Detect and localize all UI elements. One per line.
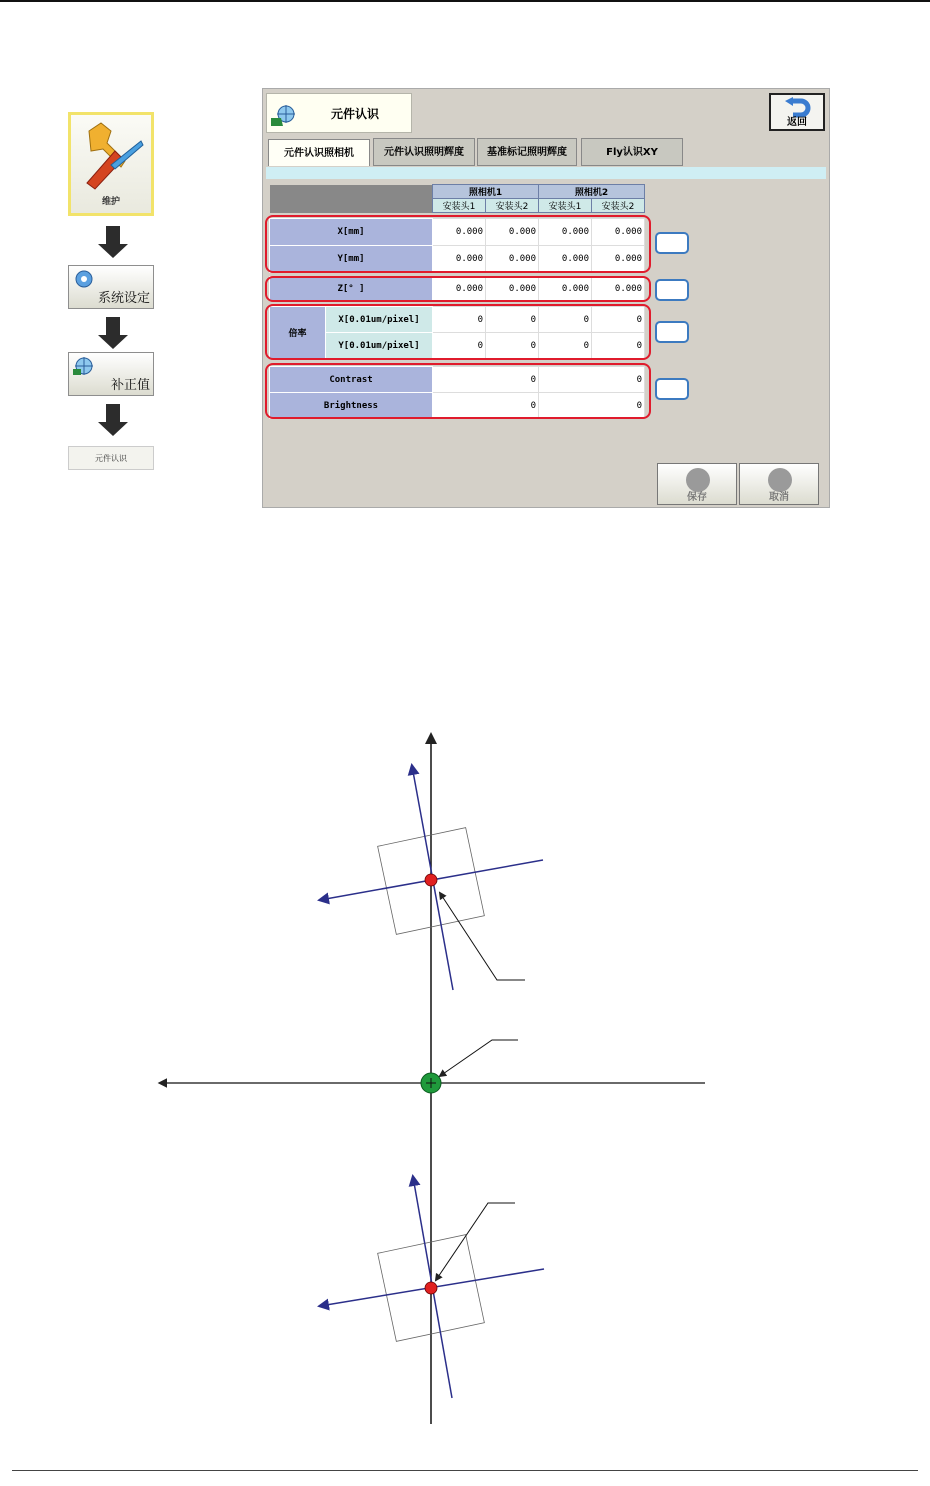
rate-x-field[interactable]: 0 bbox=[592, 307, 645, 333]
down-arrow-icon bbox=[106, 404, 120, 426]
maintenance-label: 维护 bbox=[101, 197, 120, 207]
head-header: 安装头1 bbox=[539, 199, 592, 213]
highlight-xy bbox=[265, 215, 651, 273]
bottom-rule bbox=[12, 1470, 918, 1471]
tab-strip bbox=[266, 167, 826, 179]
component-center-point bbox=[425, 874, 437, 886]
brightness-field[interactable]: 0 bbox=[539, 393, 645, 419]
head-header: 安装头2 bbox=[592, 199, 645, 213]
y-value-field[interactable]: 0.000 bbox=[486, 246, 539, 273]
contrast-edit-button[interactable] bbox=[655, 378, 689, 400]
top-rule bbox=[0, 0, 930, 2]
component-recognition-button[interactable]: 元件认识 bbox=[68, 446, 154, 470]
wrench-icon bbox=[81, 121, 145, 191]
x-value-field[interactable]: 0.000 bbox=[592, 219, 645, 246]
rate-x-field[interactable]: 0 bbox=[539, 307, 592, 333]
x-row-label: X[mm] bbox=[270, 219, 433, 246]
back-button[interactable] bbox=[769, 93, 825, 131]
y-value-field[interactable]: 0.000 bbox=[592, 246, 645, 273]
save-label: 保存 bbox=[687, 492, 707, 503]
rate-x-label: X[0.01um/pixel] bbox=[326, 307, 433, 333]
brightness-field[interactable]: 0 bbox=[433, 393, 539, 419]
x-value-field[interactable]: 0.000 bbox=[486, 219, 539, 246]
brightness-label: Brightness bbox=[270, 393, 433, 419]
target-icon bbox=[271, 102, 297, 128]
z-value-field[interactable]: 0.000 bbox=[486, 277, 539, 301]
highlight-z bbox=[265, 276, 651, 302]
y-row-label: Y[mm] bbox=[270, 246, 433, 273]
z-edit-button[interactable] bbox=[655, 279, 689, 301]
x-value-field[interactable]: 0.000 bbox=[539, 219, 592, 246]
highlight-rate bbox=[265, 304, 651, 360]
maintenance-button[interactable] bbox=[68, 112, 154, 216]
head-header: 安装头1 bbox=[433, 199, 486, 213]
x-value-field[interactable]: 0.000 bbox=[433, 219, 486, 246]
rate-row-label: 倍率 bbox=[270, 307, 326, 359]
table-corner bbox=[270, 185, 433, 213]
rate-y-label: Y[0.01um/pixel] bbox=[326, 333, 433, 359]
offset-value-label: 补正值 bbox=[110, 378, 150, 393]
target-icon bbox=[73, 355, 95, 377]
calibration-diagram bbox=[0, 700, 930, 1440]
system-settings-label: 系统设定 bbox=[97, 291, 150, 306]
save-button[interactable] bbox=[657, 463, 737, 505]
xy-edit-button[interactable] bbox=[655, 232, 689, 254]
down-arrow-icon bbox=[106, 317, 120, 339]
rate-y-field[interactable]: 0 bbox=[486, 333, 539, 359]
head-header: 安装头2 bbox=[486, 199, 539, 213]
z-value-field[interactable]: 0.000 bbox=[433, 277, 486, 301]
camera1-header: 照相机1 bbox=[433, 185, 539, 199]
highlight-contrast bbox=[265, 363, 651, 419]
rate-x-field[interactable]: 0 bbox=[433, 307, 486, 333]
y-value-field[interactable]: 0.000 bbox=[433, 246, 486, 273]
rate-y-field[interactable]: 0 bbox=[539, 333, 592, 359]
window-title-box bbox=[266, 93, 412, 133]
y-value-field[interactable]: 0.000 bbox=[539, 246, 592, 273]
rate-y-field[interactable]: 0 bbox=[592, 333, 645, 359]
down-arrow-icon bbox=[106, 226, 120, 248]
cancel-button[interactable] bbox=[739, 463, 819, 505]
camera2-header: 照相机2 bbox=[539, 185, 645, 199]
gear-icon bbox=[73, 268, 95, 290]
component-center-point bbox=[425, 1282, 437, 1294]
rate-y-field[interactable]: 0 bbox=[433, 333, 486, 359]
tab-fly-xy[interactable]: Fly认识XY bbox=[581, 138, 683, 166]
contrast-field[interactable]: 0 bbox=[539, 367, 645, 393]
z-value-field[interactable]: 0.000 bbox=[592, 277, 645, 301]
leader-line bbox=[436, 1203, 515, 1280]
rate-x-field[interactable]: 0 bbox=[486, 307, 539, 333]
settings-window bbox=[262, 88, 830, 508]
system-settings-button[interactable] bbox=[68, 265, 154, 309]
tab-fiducial-brightness[interactable]: 基准标记照明辉度 bbox=[477, 138, 577, 166]
z-value-field[interactable]: 0.000 bbox=[539, 277, 592, 301]
back-label: 返回 bbox=[787, 117, 807, 128]
offset-value-button[interactable] bbox=[68, 352, 154, 396]
window-title: 元件认识 bbox=[331, 107, 380, 121]
tab-camera[interactable]: 元件认识照相机 bbox=[268, 139, 370, 166]
contrast-label: Contrast bbox=[270, 367, 433, 393]
leader-line bbox=[440, 1040, 518, 1076]
tab-component-brightness[interactable]: 元件认识照明辉度 bbox=[373, 138, 475, 166]
rate-edit-button[interactable] bbox=[655, 321, 689, 343]
z-row-label: Z[° ] bbox=[270, 277, 433, 301]
contrast-field[interactable]: 0 bbox=[433, 367, 539, 393]
cancel-label: 取消 bbox=[769, 492, 789, 503]
